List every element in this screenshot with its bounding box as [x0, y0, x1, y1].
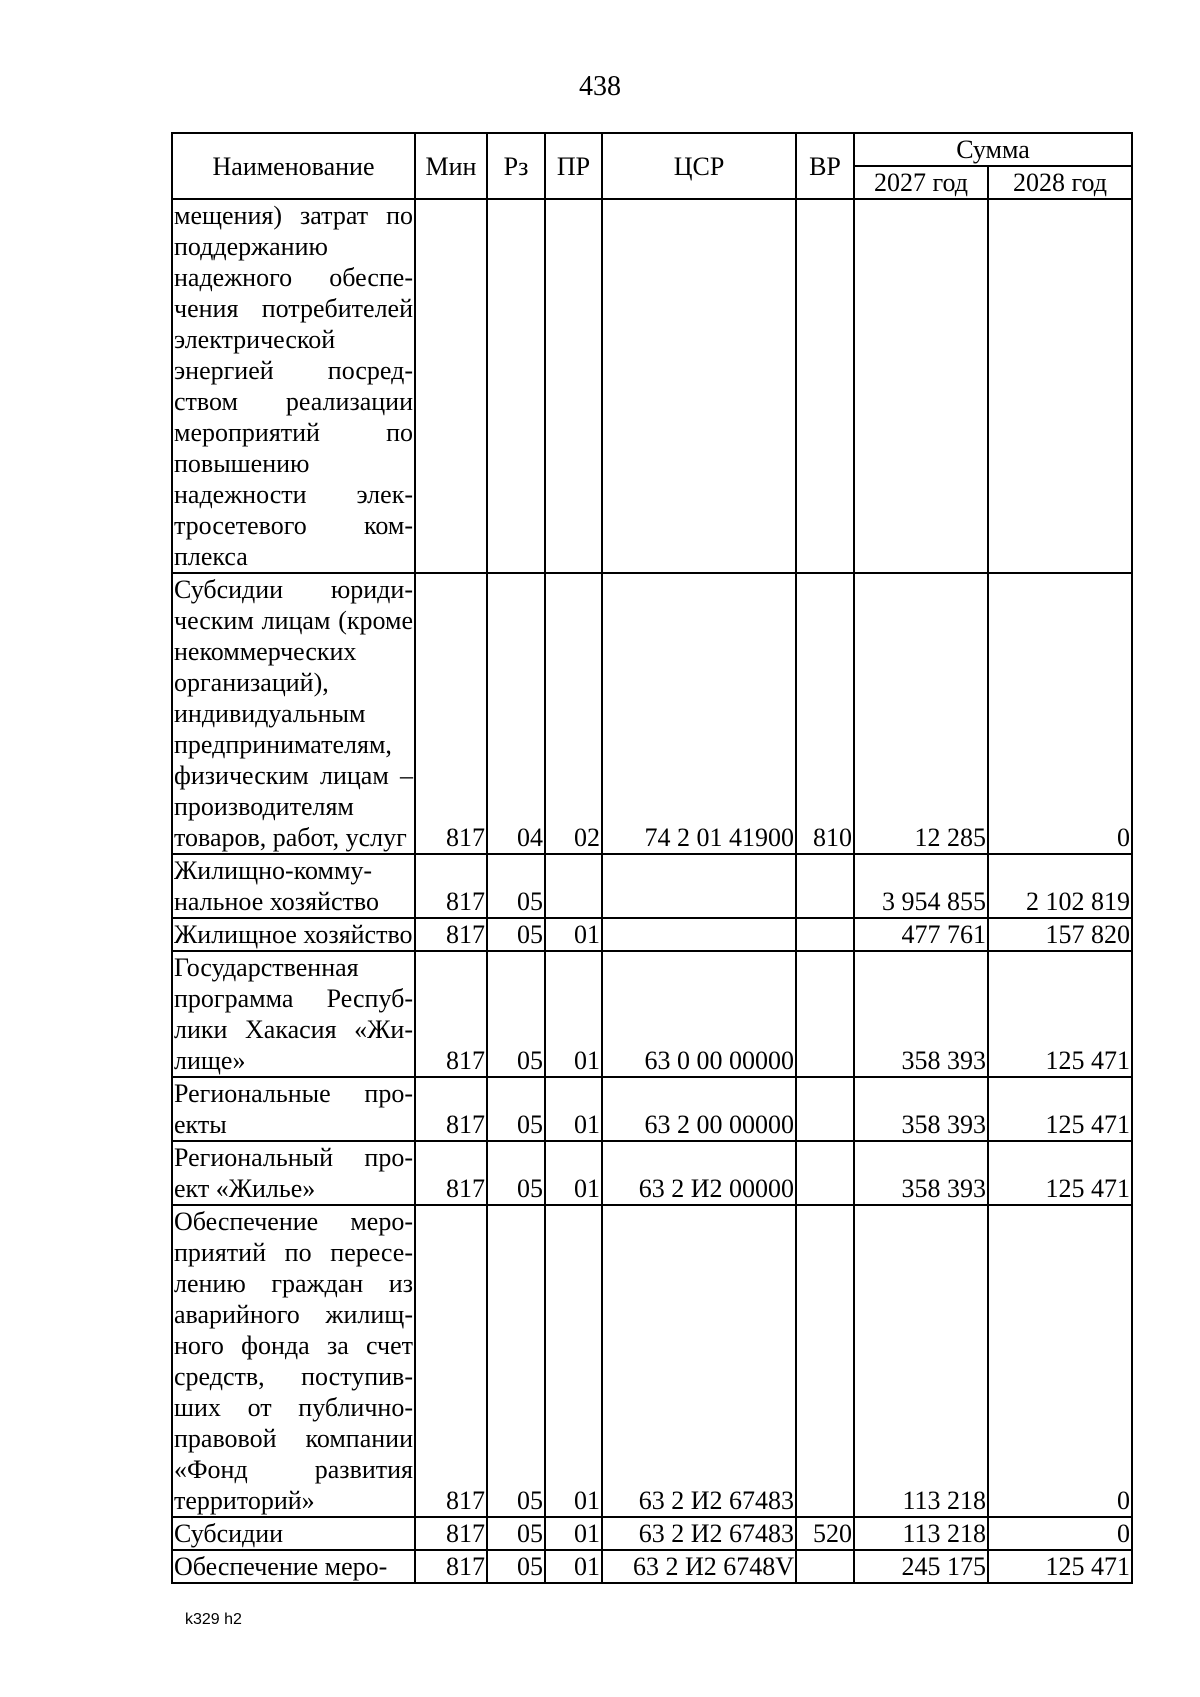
- header-year-2028: 2028 год: [988, 166, 1132, 199]
- cell-rz: 05: [487, 918, 545, 951]
- cell-rz: [487, 199, 545, 573]
- header-sum: Сумма: [854, 133, 1132, 166]
- cell-name: Обеспечение меро-: [172, 1550, 415, 1583]
- cell-pr: 01: [545, 1517, 602, 1550]
- cell-amount-2028: 2 102 819: [988, 854, 1132, 918]
- cell-min: 817: [415, 951, 487, 1077]
- cell-min: 817: [415, 918, 487, 951]
- header-csr: ЦСР: [602, 133, 796, 199]
- table-row: [172, 1550, 1132, 1583]
- table-row: [172, 199, 1132, 573]
- cell-name: Государственная программа Республики Хакасия «Жилище»: [174, 953, 413, 1075]
- footer-code: k329 h2: [185, 1611, 242, 1628]
- header-pr: ПР: [545, 133, 602, 199]
- cell-min: [415, 199, 487, 573]
- cell-amount-2028: 157 820: [988, 918, 1132, 951]
- cell-pr: 02: [545, 573, 602, 854]
- header-name: Наименование: [172, 133, 415, 199]
- cell-vr: [796, 1205, 854, 1517]
- table-row: [172, 918, 1132, 951]
- cell-amount-2028: 125 471: [988, 951, 1132, 1077]
- cell-vr: [796, 951, 854, 1077]
- cell-vr: [796, 1141, 854, 1205]
- cell-vr: [796, 854, 854, 918]
- cell-pr: 01: [545, 1141, 602, 1205]
- cell-csr: [602, 918, 796, 951]
- cell-name: Региональные проекты: [174, 1079, 413, 1139]
- header-vr: ВР: [796, 133, 854, 199]
- cell-pr: 01: [545, 1077, 602, 1141]
- cell-amount-2028: 0: [988, 1205, 1132, 1517]
- table-row: [172, 1141, 1132, 1205]
- cell-amount-2028: 125 471: [988, 1141, 1132, 1205]
- cell-name: Региональный проект «Жилье»: [174, 1143, 413, 1203]
- cell-pr: 01: [545, 1550, 602, 1583]
- cell-name: Жилищно-коммунальное хозяйство: [172, 854, 415, 918]
- cell-amount-2027: 12 285: [854, 573, 988, 854]
- cell-name: мещения) затрат по поддержанию надежного обеспечения потребителей электрической энергией посредством реализации мероприятий по повышению надежности электросетевого комплекса: [174, 201, 413, 571]
- cell-name: Жилищное хозяйство: [172, 918, 415, 951]
- cell-min: 817: [415, 854, 487, 918]
- cell-min: 817: [415, 1517, 487, 1550]
- cell-amount-2028: [988, 199, 1132, 573]
- cell-amount-2027: [854, 199, 988, 573]
- cell-rz: 05: [487, 1550, 545, 1583]
- cell-name: Субсидии: [172, 1517, 415, 1550]
- cell-rz: 04: [487, 573, 545, 854]
- cell-pr: 01: [545, 918, 602, 951]
- header-year-2027: 2027 год: [854, 166, 988, 199]
- table-row: [172, 1077, 1132, 1141]
- cell-amount-2027: 477 761: [854, 918, 988, 951]
- cell-vr: 520: [796, 1517, 854, 1550]
- cell-vr: [796, 1077, 854, 1141]
- page-number: 438: [579, 71, 621, 102]
- cell-csr: 63 2 00 00000: [602, 1077, 796, 1141]
- cell-amount-2028: 0: [988, 1517, 1132, 1550]
- cell-rz: 05: [487, 1077, 545, 1141]
- table-row: [172, 951, 1132, 1077]
- cell-rz: 05: [487, 1205, 545, 1517]
- cell-amount-2027: 358 393: [854, 1141, 988, 1205]
- cell-csr: 63 2 И2 6748V: [602, 1550, 796, 1583]
- cell-min: 817: [415, 1077, 487, 1141]
- cell-min: 817: [415, 1550, 487, 1583]
- cell-csr: [602, 854, 796, 918]
- cell-rz: 05: [487, 854, 545, 918]
- cell-amount-2027: 245 175: [854, 1550, 988, 1583]
- header-min: Мин: [415, 133, 487, 199]
- cell-amount-2027: 113 218: [854, 1205, 988, 1517]
- table-row: [172, 573, 1132, 854]
- cell-rz: 05: [487, 1141, 545, 1205]
- cell-amount-2027: 358 393: [854, 951, 988, 1077]
- header-rz: Рз: [487, 133, 545, 199]
- cell-csr: 74 2 01 41900: [602, 573, 796, 854]
- table-row: [172, 1205, 1132, 1517]
- cell-vr: [796, 1550, 854, 1583]
- cell-rz: 05: [487, 951, 545, 1077]
- cell-csr: 63 2 И2 67483: [602, 1205, 796, 1517]
- cell-amount-2027: 3 954 855: [854, 854, 988, 918]
- cell-vr: [796, 918, 854, 951]
- cell-name: Обеспечение мероприятий по переселению граждан из аварийного жилищного фонда за счет средств, поступивших от публично-правовой компании «Фонд развития территорий»: [174, 1207, 413, 1515]
- cell-min: 817: [415, 573, 487, 854]
- cell-pr: 01: [545, 1205, 602, 1517]
- cell-name: Субсидии юридическим лицам (кроме некоммерческих организаций), индивидуальным предпринимателям, физическим лицам – производителям товаров, работ, услуг: [174, 575, 413, 852]
- cell-csr: 63 0 00 00000: [602, 951, 796, 1077]
- table-row: [172, 854, 1132, 918]
- cell-min: 817: [415, 1205, 487, 1517]
- cell-csr: 63 2 И2 00000: [602, 1141, 796, 1205]
- cell-csr: 63 2 И2 67483: [602, 1517, 796, 1550]
- cell-vr: [796, 199, 854, 573]
- cell-amount-2028: 0: [988, 573, 1132, 854]
- cell-csr: [602, 199, 796, 573]
- cell-min: 817: [415, 1141, 487, 1205]
- budget-table: [171, 132, 1133, 1584]
- table-row: [172, 1517, 1132, 1550]
- cell-rz: 05: [487, 1517, 545, 1550]
- cell-amount-2028: 125 471: [988, 1550, 1132, 1583]
- cell-amount-2027: 358 393: [854, 1077, 988, 1141]
- cell-vr: 810: [796, 573, 854, 854]
- cell-pr: [545, 854, 602, 918]
- cell-pr: 01: [545, 951, 602, 1077]
- cell-amount-2027: 113 218: [854, 1517, 988, 1550]
- cell-pr: [545, 199, 602, 573]
- cell-amount-2028: 125 471: [988, 1077, 1132, 1141]
